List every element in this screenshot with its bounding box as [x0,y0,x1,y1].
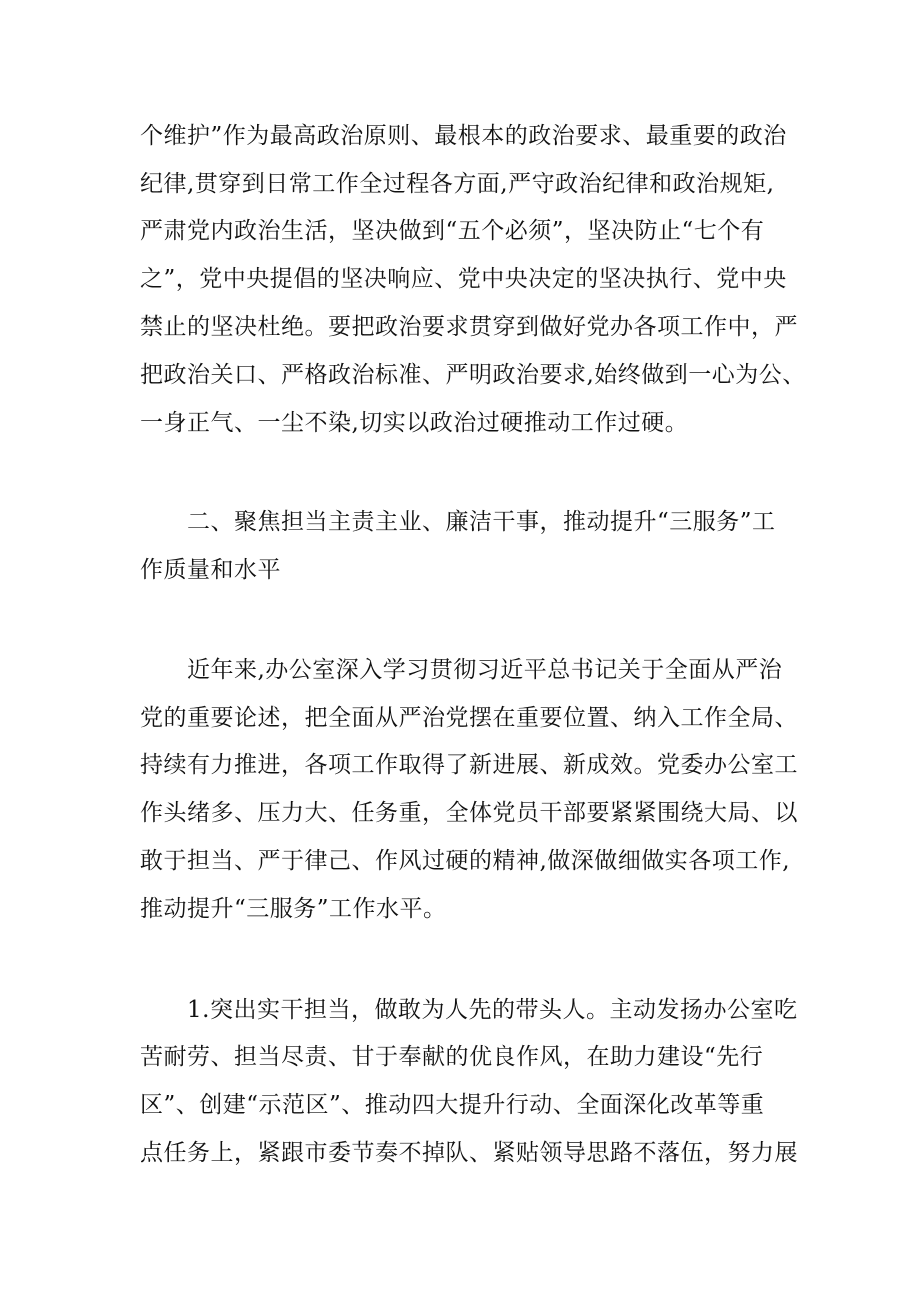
paragraph-2-line-1: 近年来,办公室深入学习贯彻习近平总书记关于全面从严治 [187,657,783,683]
paragraph-1-line-3: 严肃党内政治生活，坚决做到“五个必须”，坚决防止“七个有 [140,218,765,244]
paragraph-2-line-6: 推动提升“三服务”工作水平。 [140,896,447,922]
paragraph-3-line-2: 苦耐劳、担当尽责、甘于奉献的优良作风，在助力建设“先行 [140,1044,764,1070]
paragraph-3-line-3: 区”、创建“示范区”、推动四大提升行动、全面深化改革等重 [140,1092,765,1118]
paragraph-3-line-4: 点任务上，紧跟市委节奏不掉队、紧贴领导思路不落伍，努力展 [140,1140,798,1166]
section-heading-line-2: 作质量和水平 [140,557,281,583]
paragraph-1-line-6: 把政治关口、严格政治标准、严明政治要求,始终做到一心为公、 [140,362,806,388]
paragraph-2-line-5: 敢于担当、严于律己、作风过硬的精神,做深做细做实各项工作, [140,848,791,874]
paragraph-1-line-2: 纪律,贯穿到日常工作全过程各方面,严守政治纪律和政治规矩, [140,171,775,197]
paragraph-2-line-2: 党的重要论述，把全面从严治党摆在重要位置、纳入工作全局、 [140,705,798,731]
paragraph-3-line-1: 1.突出实干担当，做敢为人先的带头人。主动发扬办公室吃 [187,997,798,1023]
paragraph-1-line-7: 一身正气、一尘不染,切实以政治过硬推动工作过硬。 [140,410,689,436]
paragraph-2-line-3: 持续有力推进，各项工作取得了新进展、新成效。党委办公室工 [140,752,798,778]
paragraph-1-line-1: 个维护”作为最高政治原则、最根本的政治要求、最重要的政治 [140,123,787,149]
paragraph-1-line-4: 之”，党中央提倡的坚决响应、党中央决定的坚决执行、党中央 [140,266,787,292]
section-heading-line-1: 二、聚焦担当主责主业、廉洁干事，推动提升“三服务”工 [187,509,776,535]
paragraph-1-line-5: 禁止的坚决杜绝。要把政治要求贯穿到做好党办各项工作中，严 [140,314,798,340]
paragraph-2-line-4: 作头绪多、压力大、任务重，全体党员干部要紧紧围绕大局、以 [140,800,798,826]
